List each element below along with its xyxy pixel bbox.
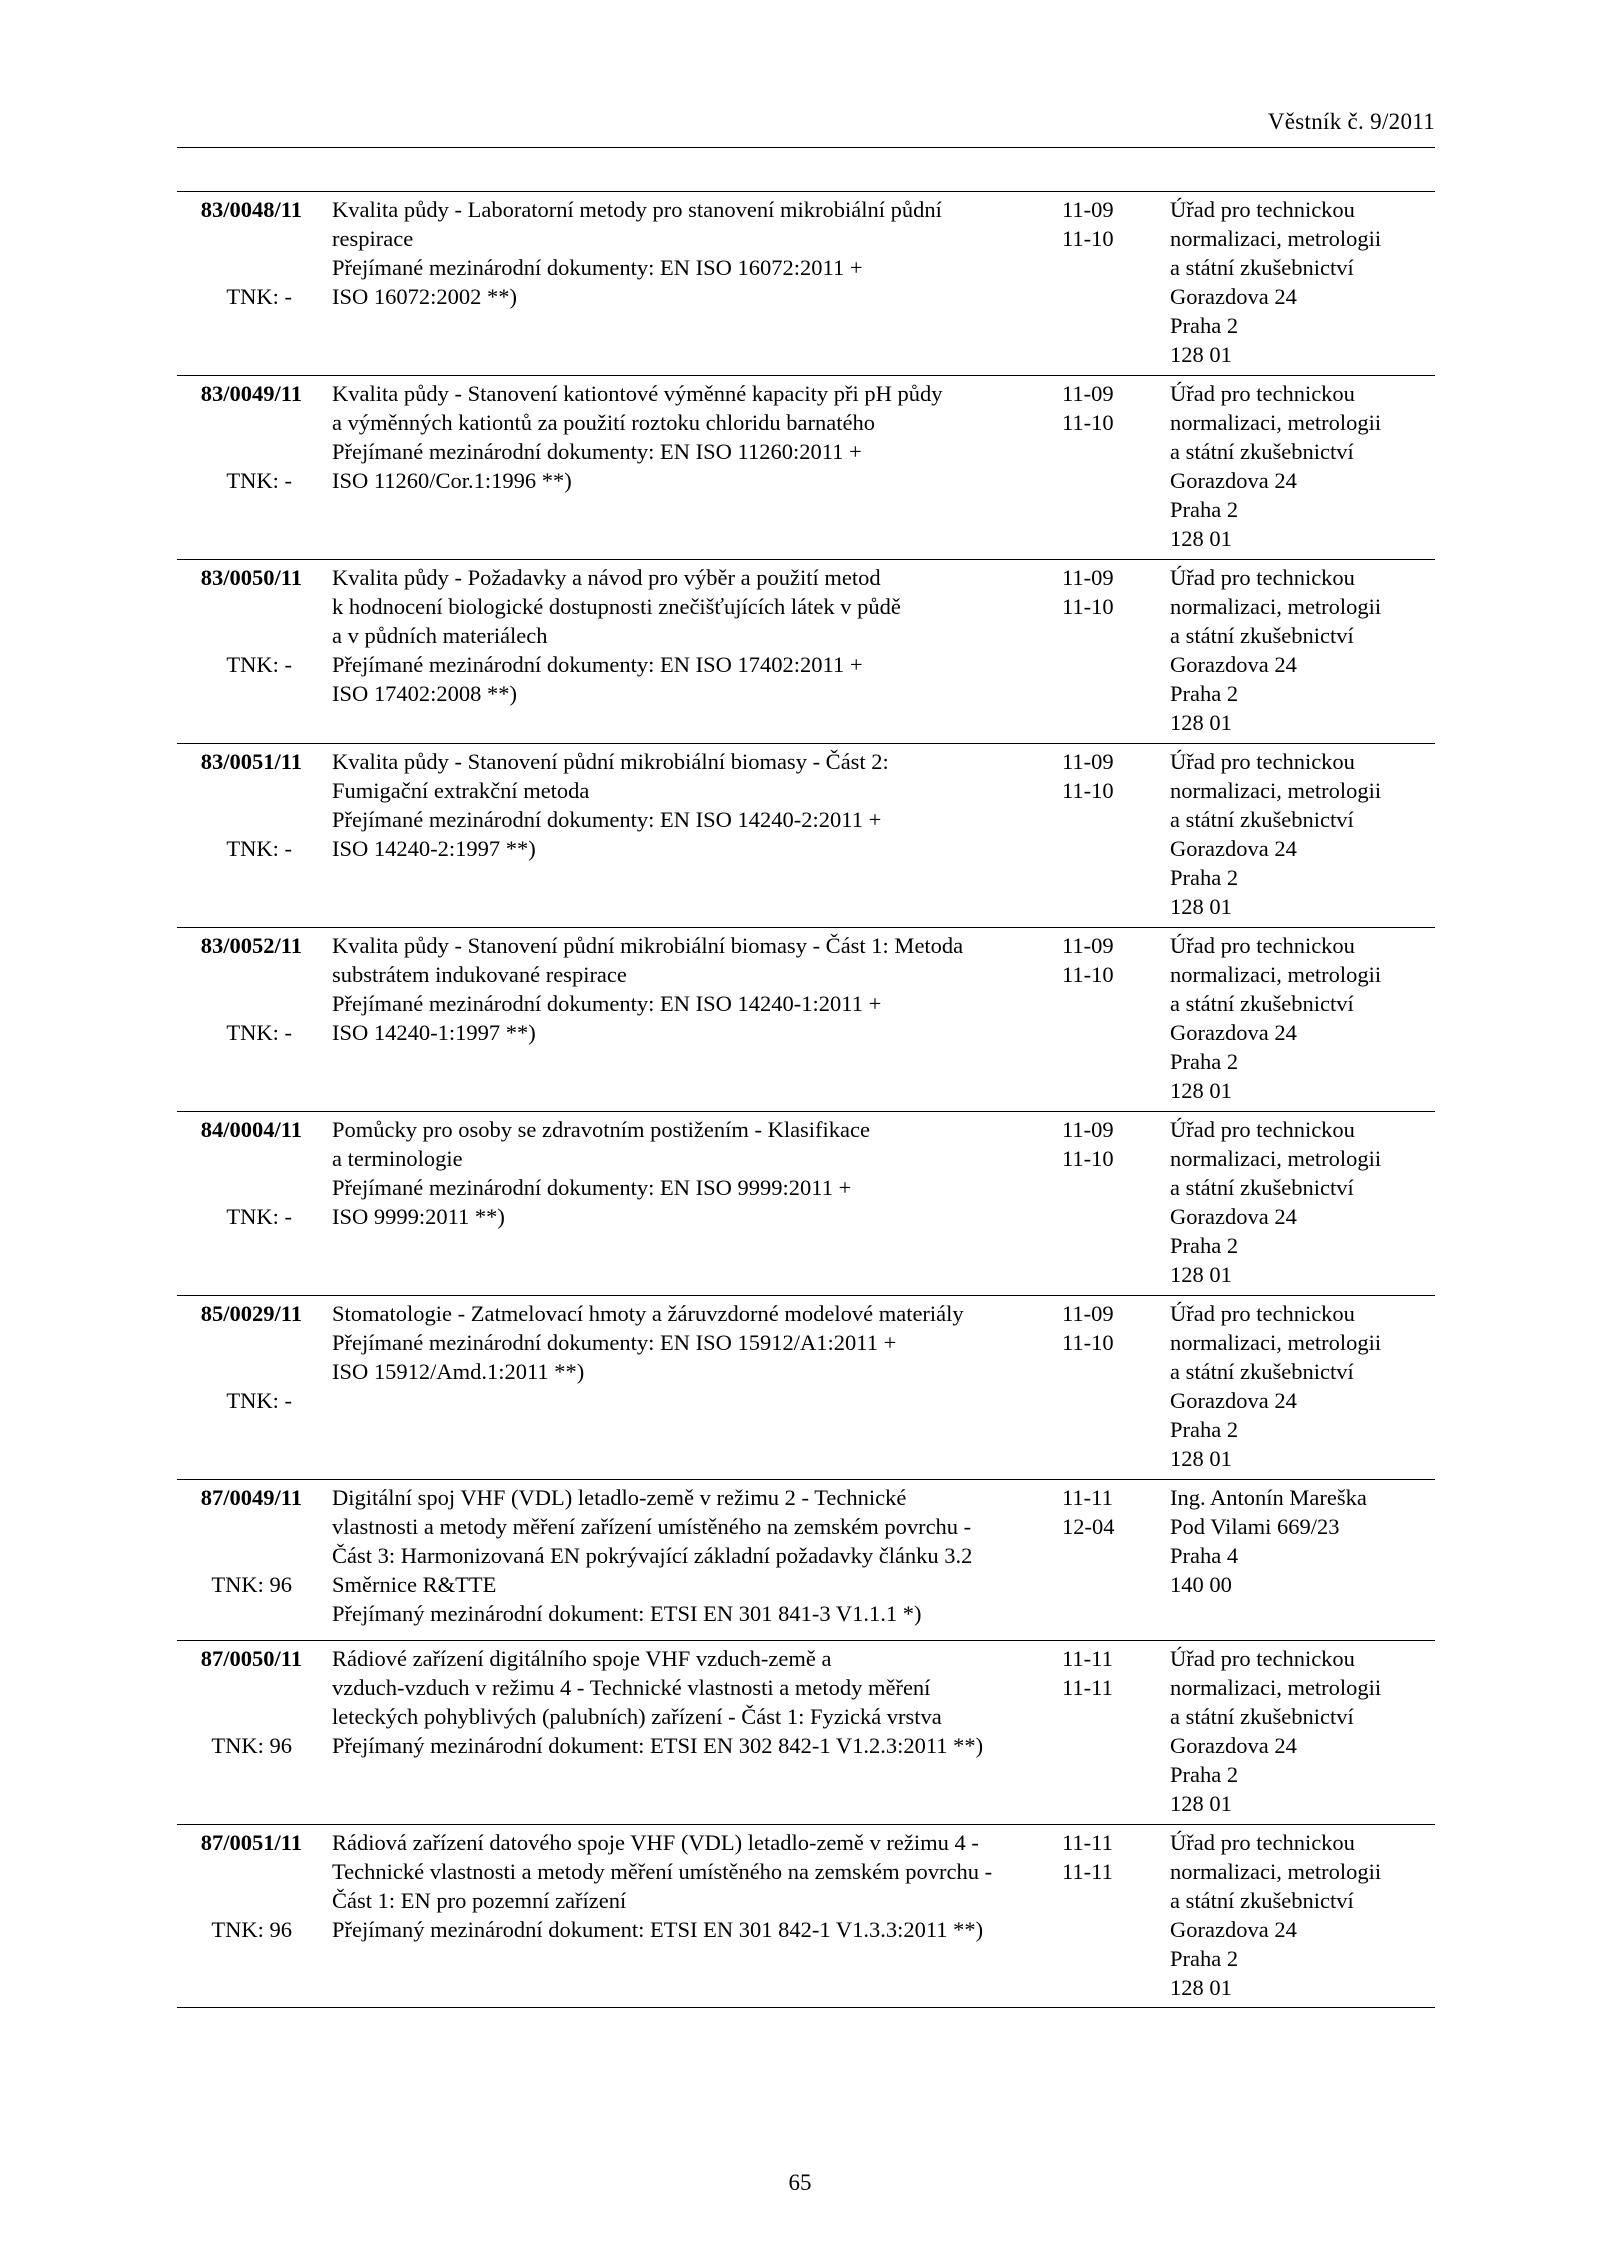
record-office	[1170, 1828, 1435, 2002]
record-office-line: Gorazdova 24	[1170, 836, 1297, 861]
record-office	[1170, 1115, 1435, 1289]
record-dates-line: 11-11	[1062, 1485, 1113, 1510]
record-row	[177, 927, 1435, 1111]
record-office	[1170, 1299, 1435, 1473]
record-description	[332, 1115, 872, 1231]
record-dates-line: 11-10	[1062, 1330, 1114, 1355]
record-tnk: TNK: -	[226, 652, 292, 677]
record-office-line: Úřad pro technickou	[1170, 749, 1355, 774]
record-tnk: TNK: -	[226, 468, 292, 493]
record-dates-line: 11-10	[1062, 410, 1114, 435]
record-dates	[1062, 379, 1132, 437]
record-office-line: 128 01	[1170, 1791, 1232, 1816]
record-office-line: a státní zkušebnictví	[1170, 807, 1354, 832]
record-row	[177, 1640, 1435, 1824]
record-office-line: Praha 2	[1170, 1417, 1239, 1442]
record-office	[1170, 379, 1435, 553]
record-dates	[1062, 1483, 1132, 1541]
record-description-line: ISO 11260/Cor.1:1996 **)	[332, 468, 572, 493]
record-description	[332, 1299, 964, 1386]
record-description-line: Rádiové zařízení digitálního spoje VHF vzduch-země a	[332, 1646, 832, 1671]
record-number: 84/0004/11	[200, 1117, 302, 1142]
record-office-line: Praha 2	[1170, 1762, 1239, 1787]
record-description-line: ISO 14240-1:1997 **)	[332, 1020, 536, 1045]
record-office-line: Gorazdova 24	[1170, 468, 1297, 493]
record-office-line: Gorazdova 24	[1170, 284, 1297, 309]
header-divider	[177, 147, 1435, 148]
record-office-line: a státní zkušebnictví	[1170, 1359, 1354, 1384]
record-description-line: Část 3: Harmonizovaná EN pokrývající základní požadavky článku 3.2	[332, 1543, 973, 1568]
record-office-line: Gorazdova 24	[1170, 1388, 1297, 1413]
record-office-line: Gorazdova 24	[1170, 652, 1297, 677]
record-office-line: normalizaci, metrologii	[1170, 226, 1382, 251]
record-office-line: Úřad pro technickou	[1170, 1830, 1355, 1855]
record-dates-line: 11-10	[1062, 1146, 1114, 1171]
record-tnk: TNK: 96	[211, 1917, 292, 1942]
record-description	[332, 931, 964, 1047]
record-dates-line: 11-11	[1062, 1675, 1113, 1700]
record-tnk: TNK: -	[226, 1204, 292, 1229]
record-dates	[1062, 195, 1132, 253]
record-office-line: Praha 2	[1170, 1233, 1239, 1258]
record-office-line: normalizaci, metrologii	[1170, 1675, 1382, 1700]
record-description	[332, 379, 943, 495]
record-tnk: TNK: -	[226, 284, 292, 309]
record-description-line: Směrnice R&TTE	[332, 1572, 497, 1597]
record-dates	[1062, 1299, 1132, 1357]
record-description-line: ISO 14240-2:1997 **)	[332, 836, 536, 861]
record-office	[1170, 747, 1435, 921]
record-office	[1170, 931, 1435, 1105]
page-number: 65	[788, 2170, 812, 2195]
record-office-line: 140 00	[1170, 1572, 1232, 1597]
record-office-line: Úřad pro technickou	[1170, 381, 1355, 406]
record-tnk: TNK: 96	[211, 1572, 292, 1597]
record-description-line: substrátem indukované respirace	[332, 962, 627, 987]
record-tnk: TNK: -	[226, 1020, 292, 1045]
record-dates-line: 11-10	[1062, 594, 1114, 619]
record-number: 87/0049/11	[200, 1485, 302, 1510]
record-office-line: Úřad pro technickou	[1170, 565, 1355, 590]
record-description	[332, 1644, 984, 1760]
record-description-line: a v půdních materiálech	[332, 623, 548, 648]
record-office-line: Úřad pro technickou	[1170, 933, 1355, 958]
record-row	[177, 1111, 1435, 1295]
record-number: 83/0049/11	[200, 381, 302, 406]
record-office-line: Ing. Antonín Mareška	[1170, 1485, 1367, 1510]
record-description-line: Fumigační extrakční metoda	[332, 778, 590, 803]
record-dates-line: 11-11	[1062, 1859, 1113, 1884]
record-description-line: respirace	[332, 226, 414, 251]
record-office-line: a státní zkušebnictví	[1170, 991, 1354, 1016]
record-description-line: Přejímané mezinárodní dokumenty: EN ISO 17402:2011 +	[332, 652, 863, 677]
record-description-line: Přejímané mezinárodní dokumenty: EN ISO 14240-1:2011 +	[332, 991, 882, 1016]
record-office-line: normalizaci, metrologii	[1170, 1146, 1382, 1171]
record-description-line: ISO 15912/Amd.1:2011 **)	[332, 1359, 585, 1384]
record-row	[177, 1479, 1435, 1640]
record-description-line: Přejímaný mezinárodní dokument: ETSI EN 301 841-3 V1.1.1 *)	[332, 1601, 922, 1626]
record-number: 87/0050/11	[200, 1646, 302, 1671]
record-office-line: 128 01	[1170, 1078, 1232, 1103]
record-description-line: Kvalita půdy - Stanovení půdní mikrobiální biomasy - Část 2:	[332, 749, 889, 774]
record-office-line: a státní zkušebnictví	[1170, 439, 1354, 464]
record-description-line: a terminologie	[332, 1146, 463, 1171]
record-dates-line: 11-10	[1062, 226, 1114, 251]
record-office-line: 128 01	[1170, 1446, 1232, 1471]
record-description-line: a výměnných kationtů za použití roztoku chloridu barnatého	[332, 410, 875, 435]
record-office-line: normalizaci, metrologii	[1170, 778, 1382, 803]
record-office-line: Praha 2	[1170, 313, 1239, 338]
record-description-line: Digitální spoj VHF (VDL) letadlo-země v režimu 2 - Technické	[332, 1485, 907, 1510]
record-description-line: Přejímané mezinárodní dokumenty: EN ISO 14240-2:2011 +	[332, 807, 882, 832]
record-office-line: Praha 2	[1170, 1946, 1239, 1971]
records-table	[177, 191, 1435, 2008]
record-office-line: normalizaci, metrologii	[1170, 410, 1382, 435]
record-dates	[1062, 563, 1132, 621]
record-tnk: TNK: -	[226, 836, 292, 861]
record-office-line: 128 01	[1170, 342, 1232, 367]
record-description-line: ISO 16072:2002 **)	[332, 284, 517, 309]
record-dates-line: 11-09	[1062, 381, 1114, 406]
record-dates-line: 11-10	[1062, 962, 1114, 987]
record-description-line: Část 1: EN pro pozemní zařízení	[332, 1888, 627, 1913]
record-office-line: Praha 2	[1170, 1049, 1239, 1074]
record-description-line: Stomatologie - Zatmelovací hmoty a žáruvzdorné modelové materiály	[332, 1301, 964, 1326]
record-dates-line: 11-09	[1062, 933, 1114, 958]
record-dates-line: 12-04	[1062, 1514, 1115, 1539]
record-dates	[1062, 1644, 1132, 1702]
record-dates-line: 11-09	[1062, 749, 1114, 774]
record-dates-line: 11-09	[1062, 1301, 1114, 1326]
record-office-line: 128 01	[1170, 526, 1232, 551]
record-description-line: Přejímané mezinárodní dokumenty: EN ISO 15912/A1:2011 +	[332, 1330, 897, 1355]
record-description	[332, 195, 942, 311]
record-office-line: Úřad pro technickou	[1170, 1301, 1355, 1326]
record-description	[332, 747, 889, 863]
record-office-line: normalizaci, metrologii	[1170, 1330, 1382, 1355]
record-tnk: TNK: -	[226, 1388, 292, 1413]
record-office	[1170, 1483, 1435, 1599]
record-office-line: 128 01	[1170, 894, 1232, 919]
record-description-line: ISO 17402:2008 **)	[332, 681, 517, 706]
record-description-line: Přejímané mezinárodní dokumenty: EN ISO 9999:2011 +	[332, 1175, 852, 1200]
record-office-line: Gorazdova 24	[1170, 1733, 1297, 1758]
record-dates-line: 11-11	[1062, 1830, 1113, 1855]
record-office-line: Úřad pro technickou	[1170, 197, 1355, 222]
record-description-line: Přejímaný mezinárodní dokument: ETSI EN 301 842-1 V1.3.3:2011 **)	[332, 1917, 984, 1942]
record-number: 83/0051/11	[200, 749, 302, 774]
record-office-line: a státní zkušebnictví	[1170, 1888, 1354, 1913]
record-description-line: Kvalita půdy - Stanovení kationtové výměnné kapacity při pH půdy	[332, 381, 943, 406]
record-description-line: Kvalita půdy - Stanovení půdní mikrobiální biomasy - Část 1: Metoda	[332, 933, 964, 958]
record-description-line: Pomůcky pro osoby se zdravotním postižením - Klasifikace	[332, 1117, 871, 1142]
record-number: 87/0051/11	[200, 1830, 302, 1855]
record-number: 85/0029/11	[200, 1301, 302, 1326]
record-dates	[1062, 747, 1132, 805]
record-description-line: vzduch-vzduch v režimu 4 - Technické vlastnosti a metody měření	[332, 1675, 931, 1700]
record-description-line: Technické vlastnosti a metody měření umístěného na zemském povrchu -	[332, 1859, 993, 1884]
record-office-line: normalizaci, metrologii	[1170, 594, 1382, 619]
record-dates	[1062, 1828, 1132, 1886]
record-office-line: Úřad pro technickou	[1170, 1646, 1355, 1671]
record-office-line: Praha 2	[1170, 497, 1239, 522]
record-dates-line: 11-11	[1062, 1646, 1113, 1671]
record-office	[1170, 563, 1435, 737]
record-dates	[1062, 1115, 1132, 1173]
record-office-line: Gorazdova 24	[1170, 1917, 1297, 1942]
record-description-line: leteckých pohyblivých (palubních) zařízení - Část 1: Fyzická vrstva	[332, 1704, 942, 1729]
record-description-line: Přejímané mezinárodní dokumenty: EN ISO 16072:2011 +	[332, 255, 863, 280]
record-dates-line: 11-09	[1062, 197, 1114, 222]
record-row	[177, 1295, 1435, 1479]
record-description-line: Kvalita půdy - Laboratorní metody pro stanovení mikrobiální půdní	[332, 197, 942, 222]
record-number: 83/0052/11	[200, 933, 302, 958]
record-row	[177, 743, 1435, 927]
record-row	[177, 559, 1435, 743]
record-row	[177, 375, 1435, 559]
record-row	[177, 1824, 1435, 2008]
record-dates-line: 11-10	[1062, 778, 1114, 803]
record-office-line: 128 01	[1170, 1262, 1232, 1287]
record-office-line: normalizaci, metrologii	[1170, 962, 1382, 987]
record-office-line: a státní zkušebnictví	[1170, 1175, 1354, 1200]
record-dates-line: 11-09	[1062, 565, 1114, 590]
record-dates-line: 11-09	[1062, 1117, 1114, 1142]
record-office-line: Gorazdova 24	[1170, 1204, 1297, 1229]
record-row	[177, 191, 1435, 375]
record-description-line: vlastnosti a metody měření zařízení umístěného na zemském povrchu -	[332, 1514, 972, 1539]
record-office	[1170, 1644, 1435, 1818]
record-description-line: Přejímané mezinárodní dokumenty: EN ISO 11260:2011 +	[332, 439, 862, 464]
record-description	[332, 563, 901, 708]
record-description-line: ISO 9999:2011 **)	[332, 1204, 505, 1229]
record-description-line: k hodnocení biologické dostupnosti znečišťujících látek v půdě	[332, 594, 901, 619]
record-office-line: 128 01	[1170, 710, 1232, 735]
record-number: 83/0048/11	[200, 197, 302, 222]
page-header-title: Věstník č. 9/2011	[1267, 109, 1435, 134]
record-office-line: Praha 4	[1170, 1543, 1239, 1568]
record-office-line: 128 01	[1170, 1975, 1232, 2000]
record-office-line: normalizaci, metrologii	[1170, 1859, 1382, 1884]
record-office-line: Praha 2	[1170, 681, 1239, 706]
record-description	[332, 1828, 993, 1944]
record-tnk: TNK: 96	[211, 1733, 292, 1758]
record-office-line: Pod Vilami 669/23	[1170, 1514, 1340, 1539]
record-dates	[1062, 931, 1132, 989]
record-description-line: Rádiová zařízení datového spoje VHF (VDL) letadlo-země v režimu 4 -	[332, 1830, 979, 1855]
record-office	[1170, 195, 1435, 369]
record-description-line: Přejímaný mezinárodní dokument: ETSI EN 302 842-1 V1.2.3:2011 **)	[332, 1733, 984, 1758]
record-office-line: Gorazdova 24	[1170, 1020, 1297, 1045]
record-description	[332, 1483, 973, 1628]
record-office-line: Úřad pro technickou	[1170, 1117, 1355, 1142]
record-number: 83/0050/11	[200, 565, 302, 590]
record-office-line: a státní zkušebnictví	[1170, 623, 1354, 648]
record-office-line: a státní zkušebnictví	[1170, 255, 1354, 280]
record-office-line: Praha 2	[1170, 865, 1239, 890]
record-office-line: a státní zkušebnictví	[1170, 1704, 1354, 1729]
record-description-line: Kvalita půdy - Požadavky a návod pro výběr a použití metod	[332, 565, 881, 590]
